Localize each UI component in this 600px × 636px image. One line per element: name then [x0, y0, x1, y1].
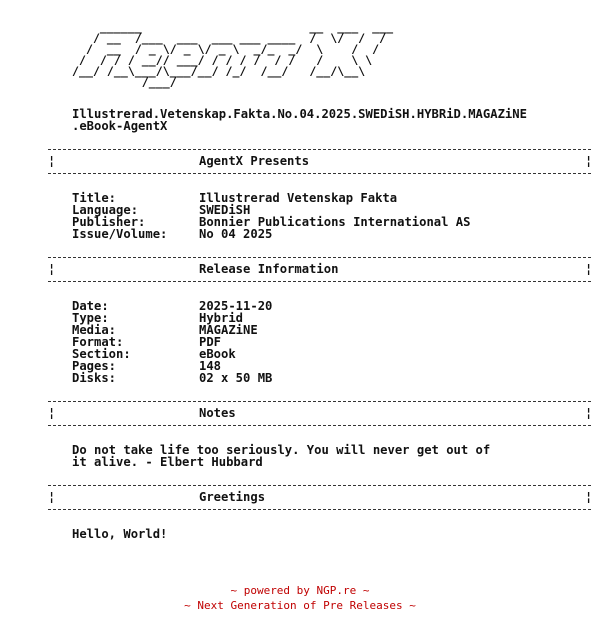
section-bar-left: ¦	[48, 154, 56, 168]
divider	[48, 485, 591, 486]
divider	[48, 281, 591, 282]
divider	[48, 173, 591, 174]
agentx-ascii-logo: ______ __ ___ ___ / __ /___ ___ ___ ___ ____ / \/ / / / __ / _ \/ _ \/ _ \ _/_ _/ \ / / / / / / __// ___/ / / / / / / / \ \ /__/ /__\___/\___/__/ /_/ /__/ /__/\__\ /___/	[72, 20, 394, 89]
release-values: 2025-11-20 Hybrid MAGAZiNE PDF eBook 148 02 x 50 MB	[199, 299, 273, 385]
section-title-notes: Notes	[199, 406, 236, 420]
footer-tagline: ~ Next Generation of Pre Releases ~	[184, 599, 416, 612]
section-title-presents: AgentX Presents	[199, 154, 310, 168]
notes-text: Do not take life too seriously. You will never get out of it alive. - Elbert Hubbard	[72, 443, 491, 469]
presents-values: Illustrerad Vetenskap Fakta SWEDiSH Bonnier Publications International AS No 04 2025	[199, 191, 471, 241]
section-bar-right: ¦	[585, 154, 593, 168]
divider	[48, 509, 591, 510]
section-title-greetings: Greetings	[199, 490, 266, 504]
section-title-release: Release Information	[199, 262, 339, 276]
section-bar-right: ¦	[585, 406, 593, 420]
section-bar-right: ¦	[585, 490, 593, 504]
section-bar-right: ¦	[585, 262, 593, 276]
section-bar-left: ¦	[48, 406, 56, 420]
section-bar-left: ¦	[48, 490, 56, 504]
release-keys: Date: Type: Media: Format: Section: Pages: Disks:	[72, 299, 131, 385]
greetings-text: Hello, World!	[72, 527, 168, 541]
section-bar-left: ¦	[48, 262, 56, 276]
divider	[48, 425, 591, 426]
footer-powered-by: ~ powered by NGP.re ~	[230, 584, 370, 597]
divider	[48, 257, 591, 258]
divider	[48, 401, 591, 402]
presents-keys: Title: Language: Publisher: Issue/Volume:	[72, 191, 168, 241]
release-name: Illustrerad.Vetenskap.Fakta.No.04.2025.SWEDiSH.HYBRiD.MAGAZiNE .eBook-AgentX	[72, 107, 527, 133]
divider	[48, 149, 591, 150]
